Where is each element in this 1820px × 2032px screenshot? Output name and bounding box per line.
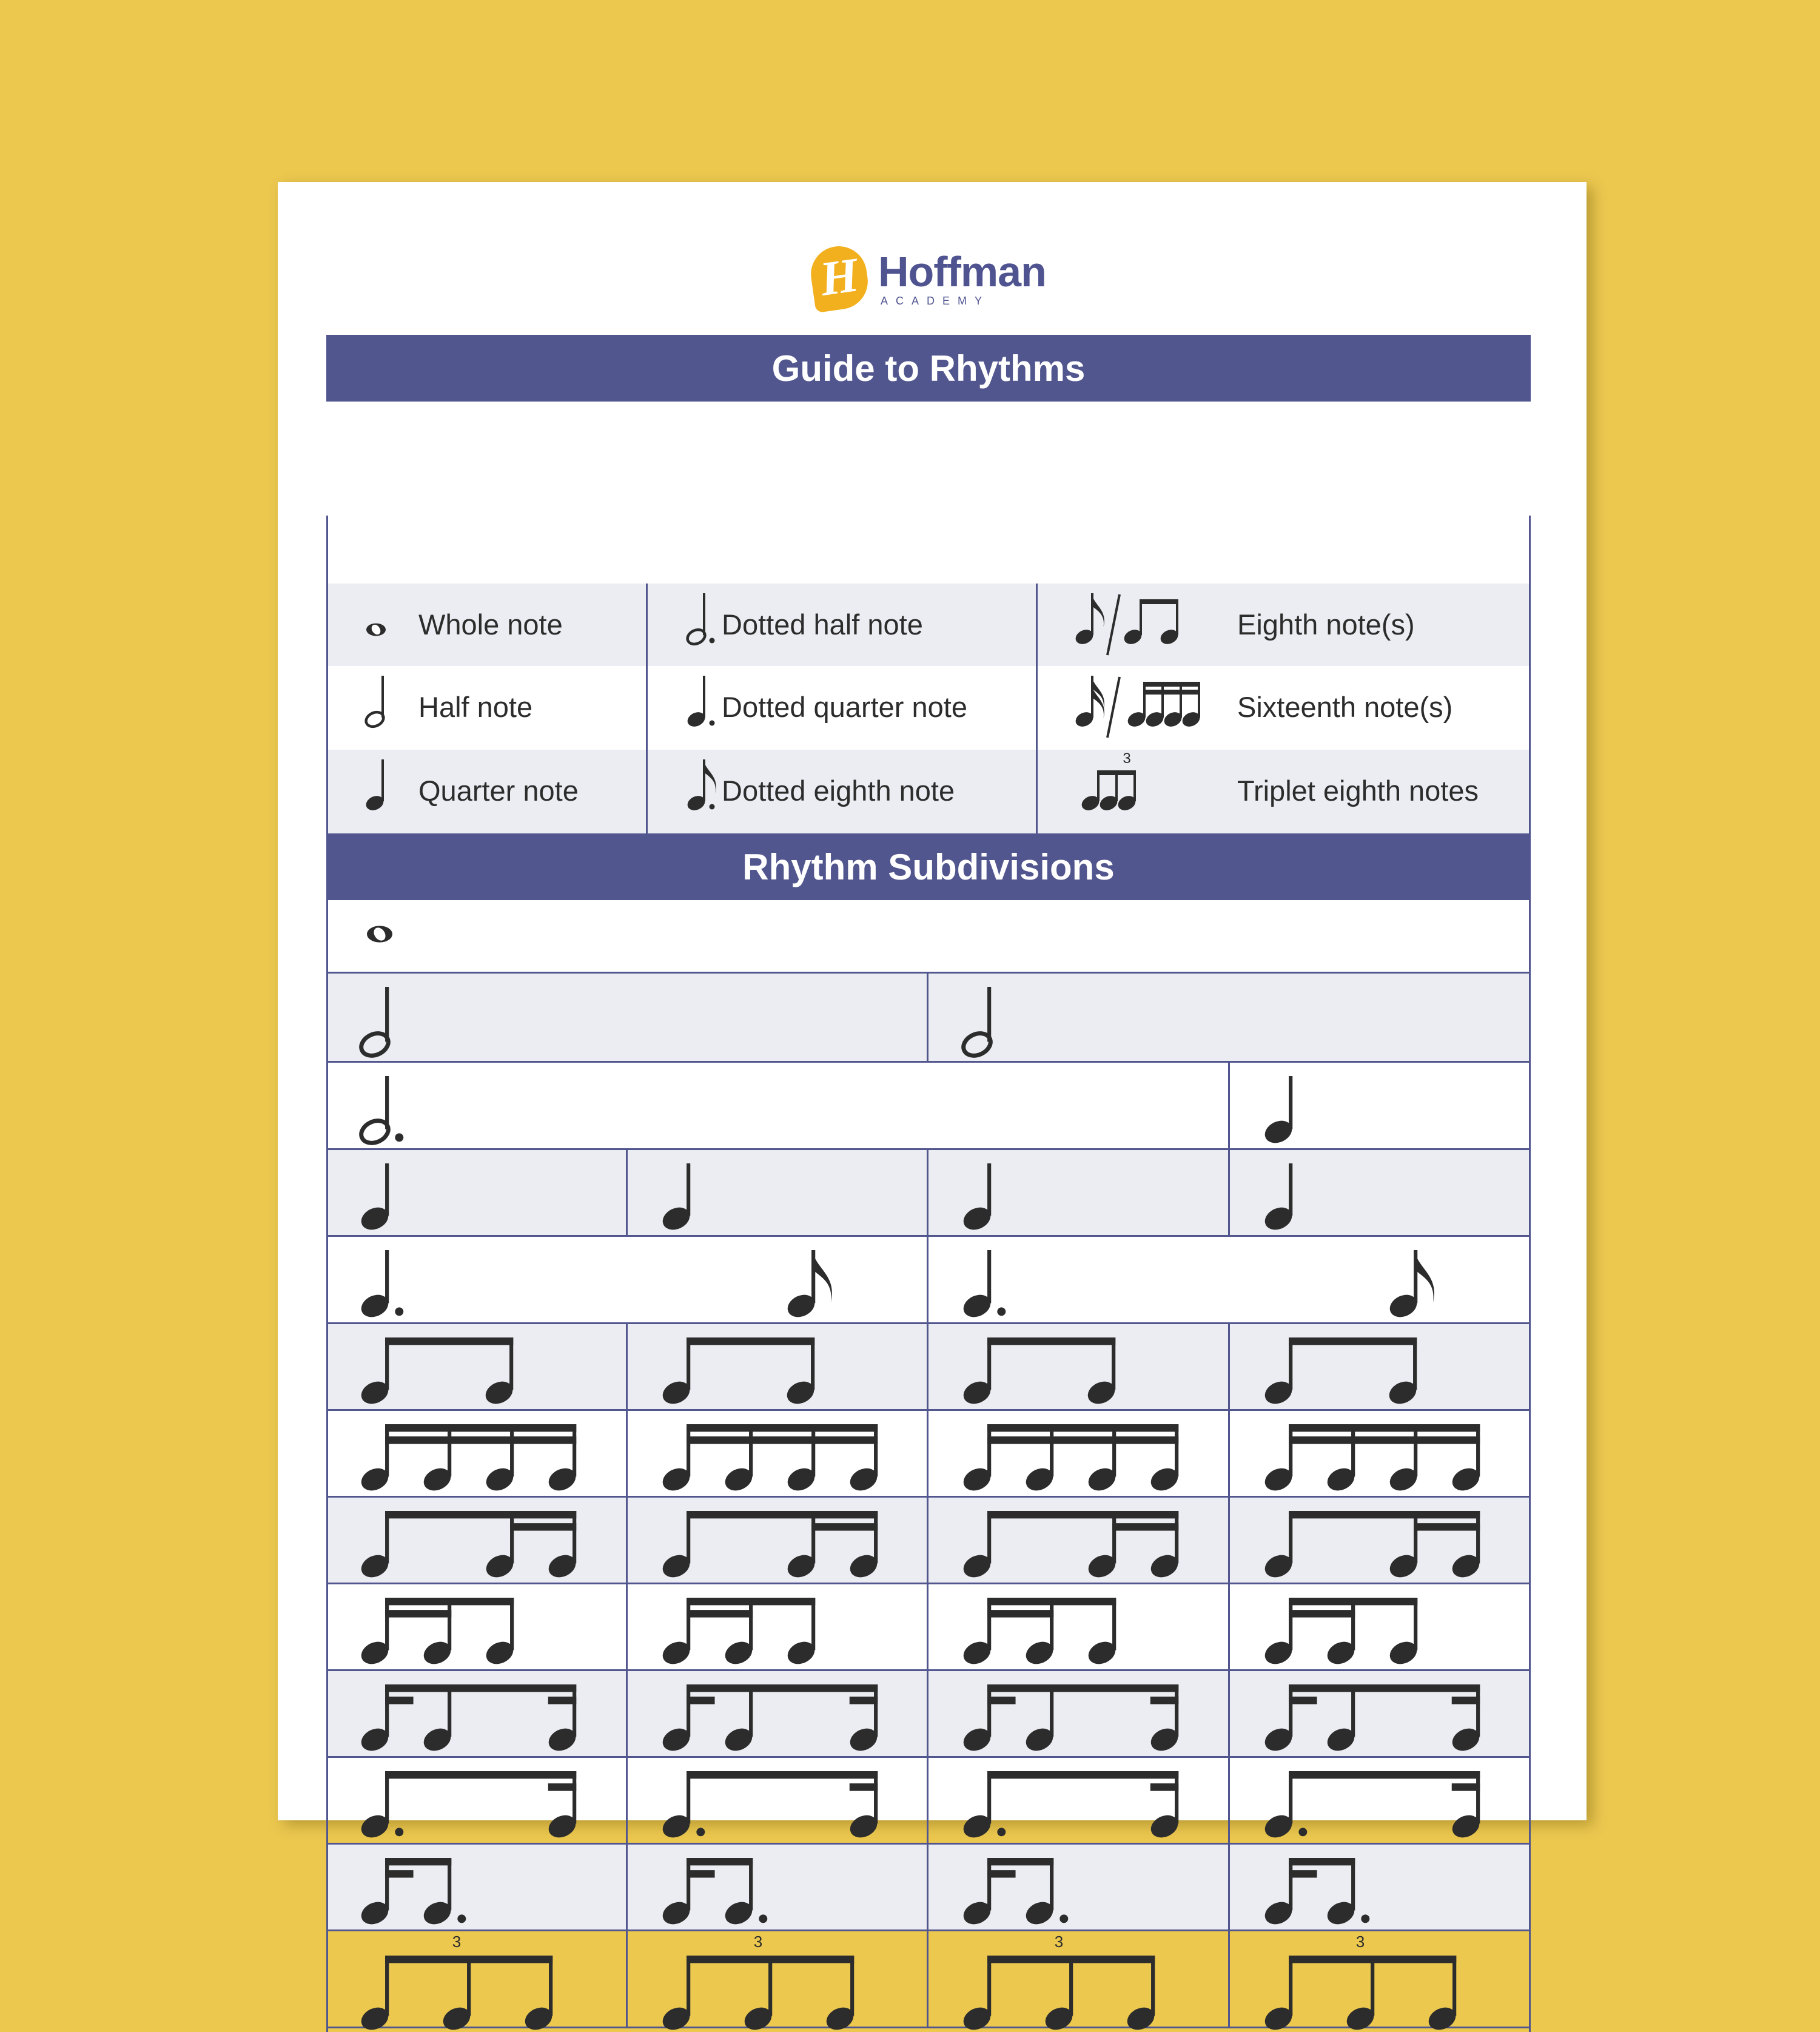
two-sixteenths-eighth-notes-icon: [326, 1584, 628, 1671]
guide-label: Dotted quarter note: [722, 691, 967, 723]
subdivision-cell: [326, 899, 1531, 972]
subdivision-cell: [326, 1237, 928, 1322]
svg-text:3: 3: [452, 1933, 462, 1951]
subdivision-cell: [628, 1150, 929, 1235]
dotted-quarter-eighth-notes-icon: [326, 1237, 928, 1324]
subdivision-row: [326, 1150, 1531, 1237]
dotted-half-notes-icon: [326, 1063, 1230, 1150]
subdivision-cell: [628, 1931, 929, 2027]
half-notes-icon: [928, 974, 1531, 1063]
guide-label: Sixteenth note(s): [1237, 691, 1453, 723]
guide-label: Half note: [418, 691, 533, 723]
subdivision-cell: [928, 1845, 1230, 1929]
subdivision-row: [326, 899, 1531, 974]
subdivision-cell: [928, 1931, 1230, 2027]
dotted-eighth-sixteenth-notes-icon: [928, 1758, 1230, 1845]
sixteenth-dotted-eighth-notes-icon: [1230, 1845, 1531, 1931]
triplet-notes-icon: [928, 1931, 1230, 2028]
triplet-notes-icon: [1230, 1931, 1531, 2028]
subdivision-cell: [928, 974, 1531, 1061]
eighth-two-sixteenths-notes-icon: [326, 1498, 628, 1584]
subdivision-cell: [1230, 1845, 1531, 1929]
subdivision-cell: [628, 1324, 929, 1409]
subdivision-row: [326, 1324, 1531, 1411]
triplet-notes-icon: [326, 1931, 628, 2028]
svg-text:3: 3: [1355, 1933, 1365, 1951]
subdivision-cell: [928, 1324, 1230, 1409]
syncopated-sixteenths-notes-icon: [628, 1671, 929, 1758]
subdivision-cell: [628, 1758, 929, 1843]
subdivision-cell: [1230, 1498, 1531, 1583]
subdivision-cell: [326, 1411, 628, 1496]
subdivision-cell: [928, 1411, 1230, 1496]
subdivision-cell: [628, 1845, 929, 1929]
subdivision-cell: [326, 1845, 628, 1929]
subdivision-cell: [628, 1671, 929, 1756]
subdivision-cell: [928, 1758, 1230, 1843]
subdivision-cell: [628, 1584, 929, 1669]
logo-badge-icon: H: [807, 243, 871, 313]
eighth-two-sixteenths-notes-icon: [1230, 1498, 1531, 1584]
subdivision-cell: [628, 1498, 929, 1583]
four-sixteenths-notes-icon: [928, 1411, 1230, 1498]
quarter-notes-icon: [928, 1150, 1230, 1237]
subdivisions-title: Rhythm Subdivisions: [326, 833, 1531, 900]
guide-title: Guide to Rhythms: [326, 335, 1531, 402]
guide-label: Dotted eighth note: [722, 775, 955, 807]
subdivision-cell: [326, 1150, 628, 1235]
eighth-notes-icon: [1072, 587, 1218, 666]
quarter-notes-icon: [1230, 1063, 1531, 1150]
subdivision-cell: [1230, 1324, 1531, 1409]
half-notes-icon: [326, 974, 928, 1063]
subdivision-cell: [1230, 1584, 1531, 1669]
subdivision-cell: [326, 1758, 628, 1843]
dotted-eighth-sixteenth-notes-icon: [326, 1758, 628, 1845]
guide-divider: [646, 584, 648, 833]
eighth-two-sixteenths-notes-icon: [628, 1498, 929, 1584]
subdivision-cell: [928, 1498, 1230, 1583]
dotted-quarter-eighth-notes-icon: [928, 1237, 1531, 1324]
whole-notes-icon: [326, 899, 1531, 974]
subdivision-row: [326, 974, 1531, 1063]
logo-name: Hoffman: [878, 248, 1046, 295]
four-sixteenths-notes-icon: [1230, 1411, 1531, 1498]
four-sixteenths-notes-icon: [628, 1411, 929, 1498]
subdivision-cell: [1230, 1931, 1531, 2027]
svg-text:3: 3: [753, 1933, 762, 1951]
sixteenth-dotted-eighth-notes-icon: [326, 1845, 628, 1931]
subdivision-cell: [1230, 1150, 1531, 1235]
logo-subtitle: ACADEMY: [881, 295, 990, 307]
syncopated-sixteenths-notes-icon: [928, 1671, 1230, 1758]
guide-divider: [1036, 584, 1038, 833]
subdivision-cell: [928, 1237, 1531, 1322]
guide-label: Dotted half note: [722, 608, 923, 641]
triplet-eighth-notes-icon: [1072, 750, 1218, 832]
sixteenth-dotted-eighth-notes-icon: [928, 1845, 1230, 1931]
rhythm-guide-sheet: [278, 182, 1587, 1951]
subdivision-cell: [928, 1584, 1230, 1669]
subdivision-cell: [326, 974, 928, 1061]
hoffman-academy-logo: [811, 243, 1066, 315]
two-eighths-notes-icon: [1230, 1324, 1531, 1411]
quarter-notes-icon: [1230, 1150, 1531, 1237]
dotted-eighth-sixteenth-notes-icon: [1230, 1758, 1531, 1845]
svg-text:3: 3: [1123, 750, 1131, 767]
sixteenth-dotted-eighth-notes-icon: [628, 1845, 929, 1931]
subdivision-row: [326, 1584, 1531, 1671]
two-sixteenths-eighth-notes-icon: [1230, 1584, 1531, 1671]
subdivision-row: [326, 1063, 1531, 1150]
dotted-eighth-sixteenth-notes-icon: [628, 1758, 929, 1845]
svg-text:3: 3: [1054, 1933, 1064, 1951]
rhythm-guide-table: [326, 584, 1531, 833]
two-eighths-notes-icon: [928, 1324, 1230, 1411]
subdivision-cell: [1230, 1671, 1531, 1756]
subdivision-cell: [326, 1498, 628, 1583]
two-sixteenths-eighth-notes-icon: [628, 1584, 929, 1671]
subdivision-cell: [928, 1671, 1230, 1756]
eighth-two-sixteenths-notes-icon: [928, 1498, 1230, 1584]
subdivision-row: [326, 1931, 1531, 2028]
subdivision-row: [326, 1498, 1531, 1584]
subdivision-cell: [326, 1063, 1230, 1148]
subdivision-row: [326, 1671, 1531, 1758]
two-eighths-notes-icon: [326, 1324, 628, 1411]
subdivision-cell: [1230, 1063, 1531, 1148]
two-sixteenths-eighth-notes-icon: [928, 1584, 1230, 1671]
guide-label: Whole note: [418, 608, 563, 641]
subdivision-row: [326, 1845, 1531, 1931]
sixteenth-notes-icon: [1072, 670, 1218, 749]
subdivision-cell: [1230, 1758, 1531, 1843]
subdivision-cell: [326, 1671, 628, 1756]
guide-label: Eighth note(s): [1237, 608, 1415, 641]
subdivision-cell: [326, 1324, 628, 1409]
syncopated-sixteenths-notes-icon: [326, 1671, 628, 1758]
subdivision-cell: [326, 1931, 628, 2027]
guide-label: Quarter note: [418, 775, 579, 807]
triplet-notes-icon: [628, 1931, 929, 2028]
two-eighths-notes-icon: [628, 1324, 929, 1411]
four-sixteenths-notes-icon: [326, 1411, 628, 1498]
subdivision-cell: [628, 1411, 929, 1496]
guide-label: Triplet eighth notes: [1237, 775, 1479, 807]
subdivision-row: [326, 1411, 1531, 1498]
subdivision-cell: [326, 1584, 628, 1669]
quarter-notes-icon: [628, 1150, 929, 1237]
subdivision-row: [326, 1758, 1531, 1845]
quarter-notes-icon: [326, 1150, 628, 1237]
syncopated-sixteenths-notes-icon: [1230, 1671, 1531, 1758]
subdivision-row: [326, 1237, 1531, 1324]
subdivision-cell: [928, 1150, 1230, 1235]
subdivision-cell: [1230, 1411, 1531, 1496]
